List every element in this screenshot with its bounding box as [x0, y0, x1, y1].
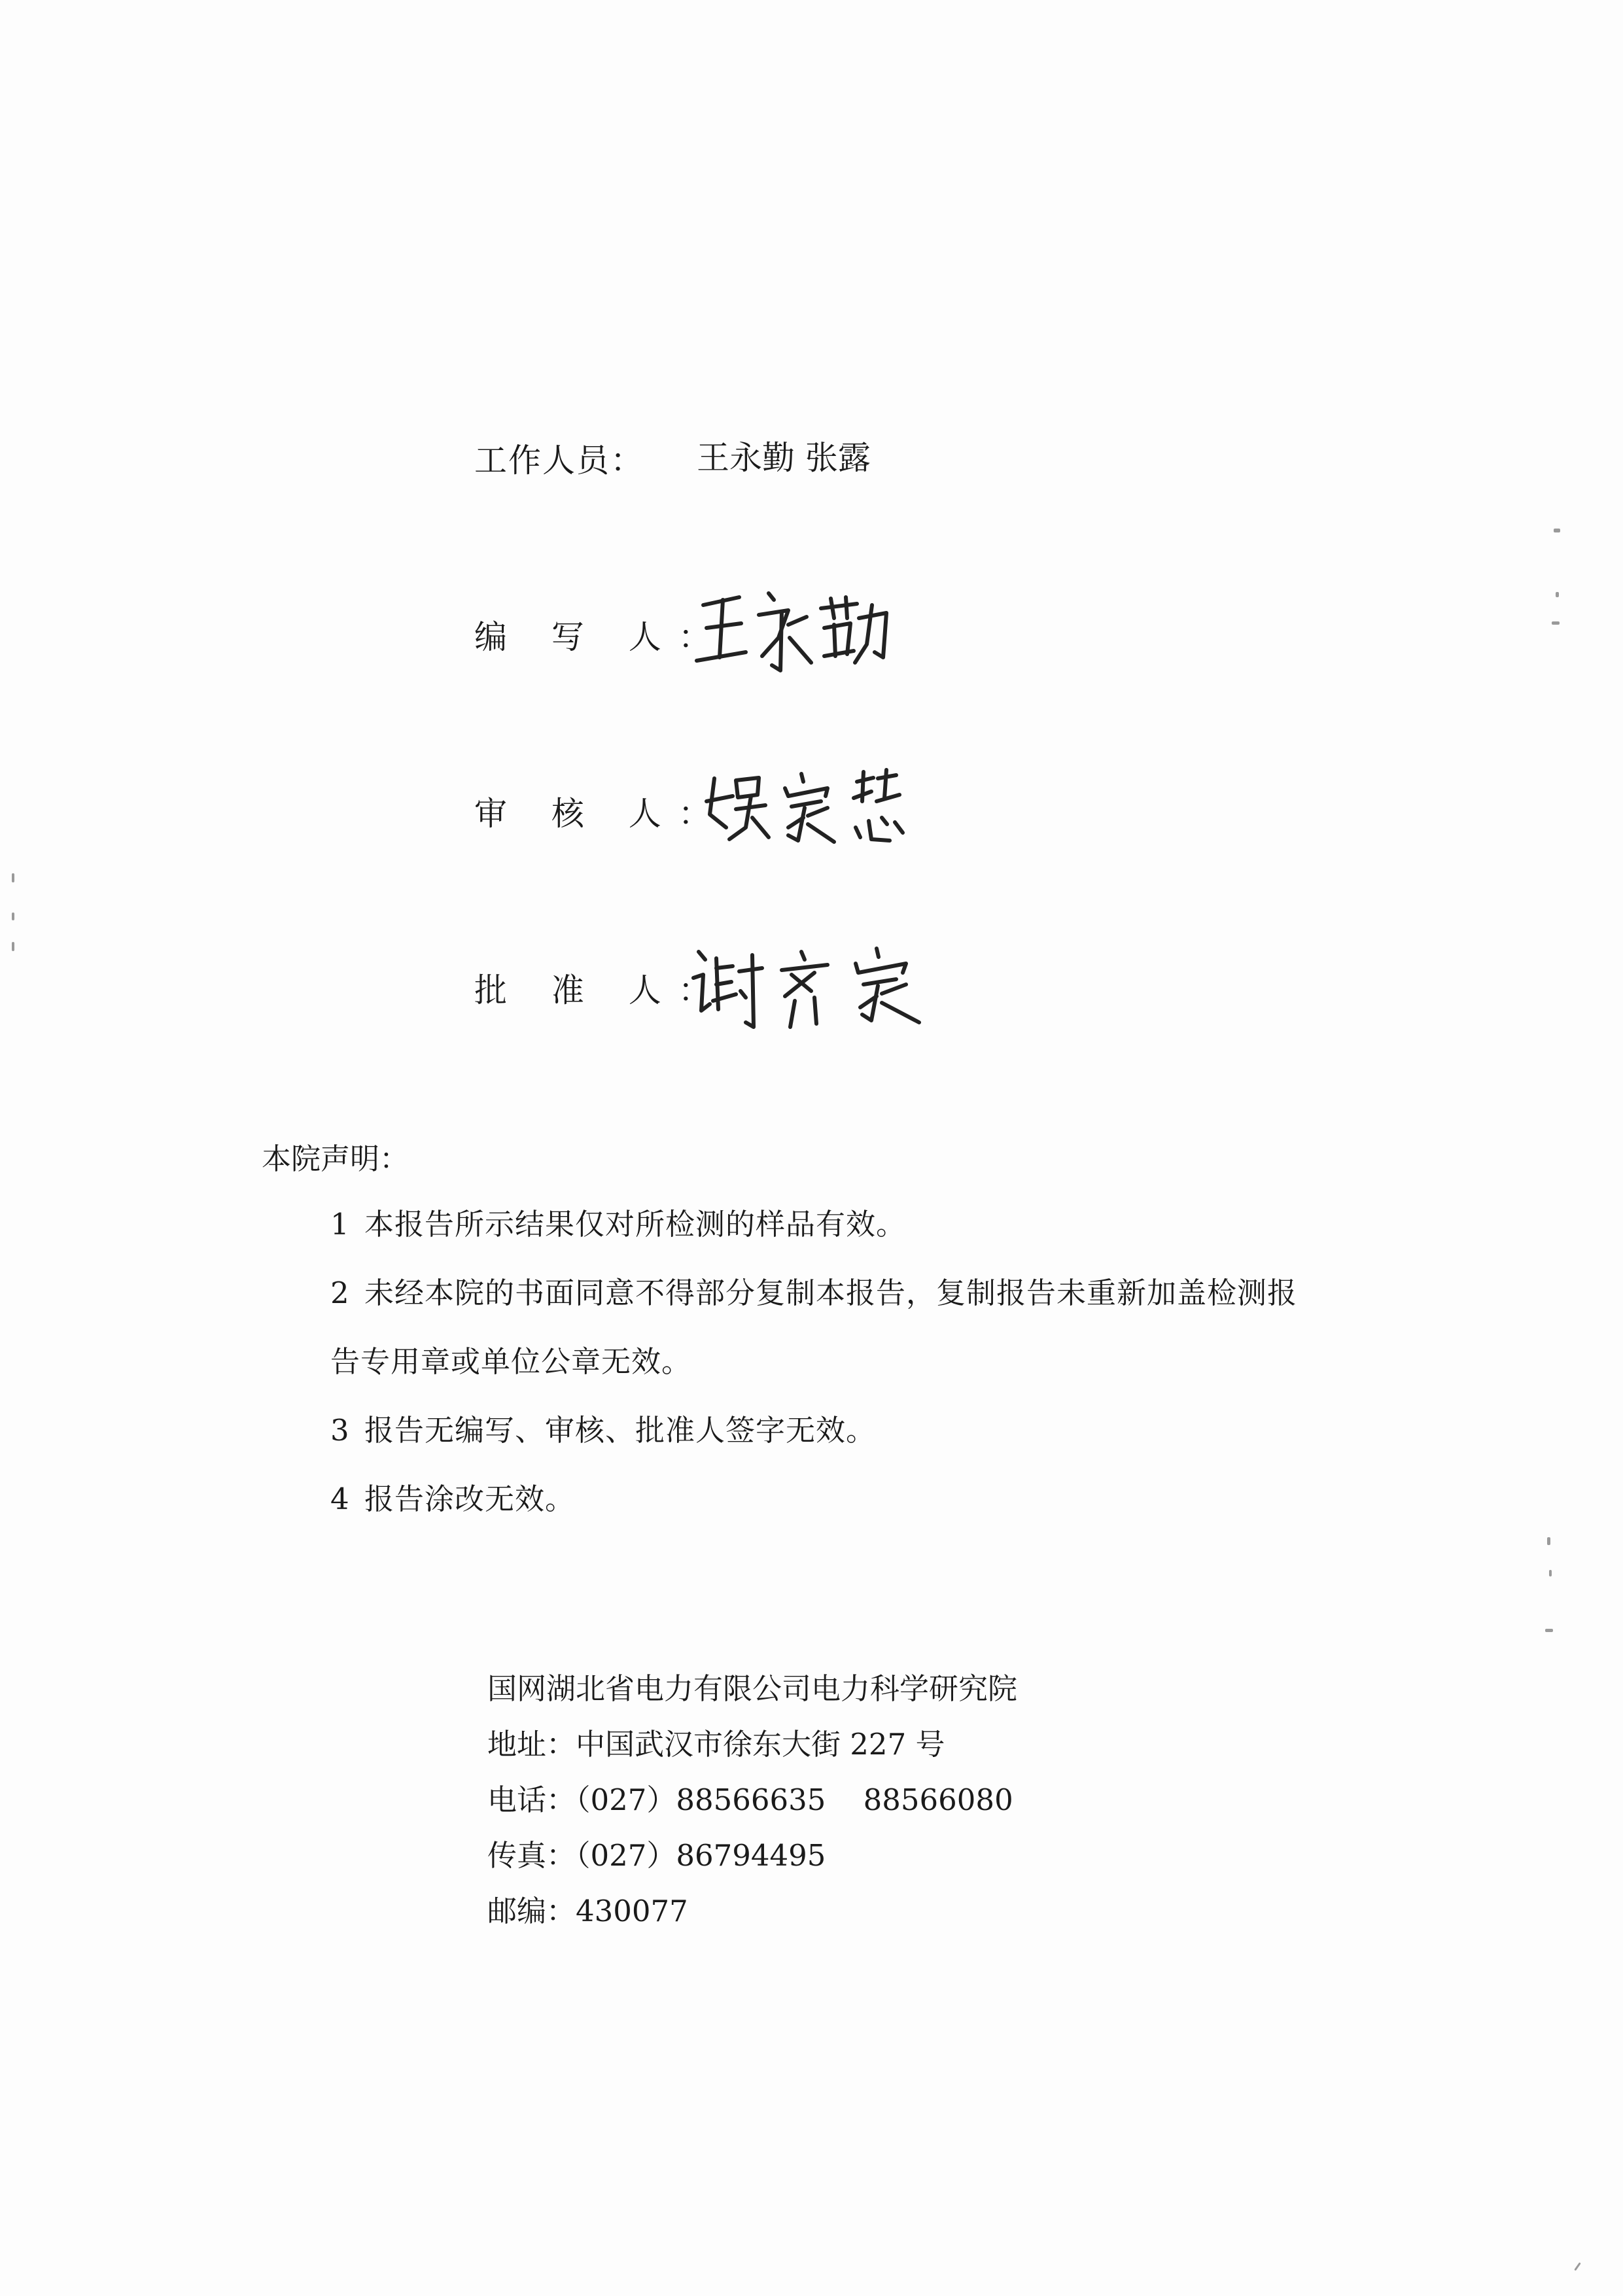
fax: 传真：（027）86794495: [487, 1838, 826, 1873]
statement-item-text: 本报告所示结果仅对所检测的样品有效。: [364, 1207, 907, 1242]
organization-name: 国网湖北省电力有限公司电力科学研究院: [487, 1671, 1018, 1706]
statement-item: [330, 1200, 906, 1243]
statement-item-number: 4: [330, 1482, 350, 1516]
reviewer-label: 审 核 人：: [474, 795, 728, 833]
scan-mark: [1547, 1537, 1550, 1545]
approver-signature: [687, 932, 935, 1043]
staff-label: 工作人员：: [474, 442, 644, 479]
reviewer-row: [474, 782, 728, 841]
statement-title: 本院声明：: [262, 1141, 410, 1176]
staff-names: 王永勤 张露: [697, 439, 871, 477]
scan-mark: [1574, 2262, 1580, 2270]
statement-item-text: 未经本院的书面同意不得部分复制本报告，复制报告未重新加盖检测报: [364, 1276, 1298, 1310]
statement-item: [330, 1406, 876, 1449]
statement-item-number: 1: [330, 1207, 350, 1242]
writer-row: [474, 605, 728, 664]
scan-mark: [1556, 592, 1559, 597]
statement-item-number: 3: [330, 1413, 350, 1448]
reviewer-signature: [700, 756, 916, 867]
statement-item-text: 报告无编写、审核、批准人签字无效。: [364, 1413, 877, 1448]
address: 地址：中国武汉市徐东大街 227 号: [487, 1727, 945, 1762]
scan-mark: [1549, 1570, 1552, 1576]
writer-label: 编 写 人：: [474, 618, 728, 656]
statement-item-text: 报告涂改无效。: [364, 1482, 576, 1516]
statement-item-text: 告专用章或单位公章无效。: [330, 1344, 692, 1379]
postcode: 邮编：430077: [487, 1894, 688, 1928]
statement-item: [330, 1475, 575, 1518]
scan-mark: [1552, 621, 1560, 625]
phone: 电话：（027）88566635 88566080: [487, 1783, 1013, 1817]
statement-item-number: 2: [330, 1276, 350, 1310]
scan-mark: [1554, 529, 1560, 532]
statement-item: [330, 1269, 1297, 1312]
approver-row: [474, 958, 728, 1017]
scan-mark: [12, 913, 14, 920]
scan-mark: [12, 942, 14, 951]
scan-mark: [1545, 1629, 1553, 1632]
staff-row: [474, 428, 871, 487]
scan-mark: [12, 873, 14, 882]
approver-label: 批 准 人：: [474, 971, 728, 1009]
writer-signature: [690, 579, 899, 690]
statement-item-continuation: [330, 1338, 691, 1380]
